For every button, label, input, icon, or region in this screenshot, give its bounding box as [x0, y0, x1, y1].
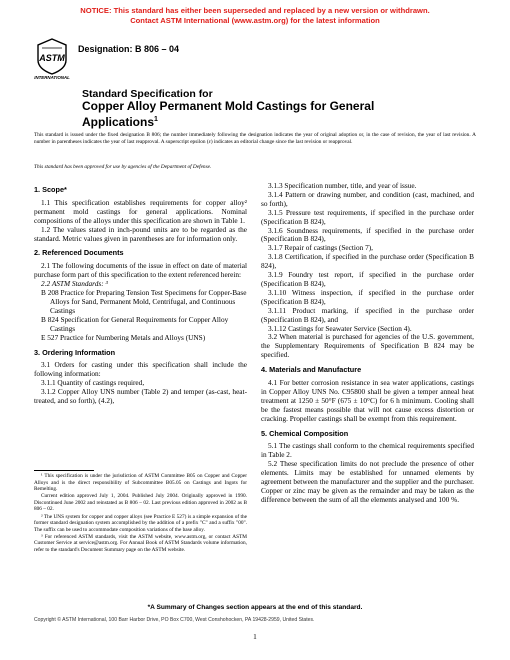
reference-e527: E 527 Practice for Numbering Metals and Alloys (UNS)	[41, 332, 206, 342]
title-line-2: Applications	[82, 115, 155, 129]
logo-text: ASTM	[39, 53, 65, 63]
astm-logo	[34, 36, 70, 80]
reference-b824: B 824 Specification for General Requirements for Copper Alloy Castings	[41, 314, 229, 333]
paragraph-3-1-4: 3.1.4 Pattern or drawing number, and condition (cast, machined, and so forth),	[261, 189, 474, 208]
paragraph-3-2: 3.2 When material is purchased for agencies of the U.S. government, the Supplementary Requirements of Specification B 824 may be specified.	[261, 332, 474, 360]
paragraph-2-1: 2.1 The following documents of the issue in effect on date of material purchase form part of this specification to the extent referenced herein:	[34, 261, 247, 280]
paragraph-3-1-11: 3.1.11 Product marking, if specified in the purchase order (Specification B 824), and	[261, 305, 474, 324]
reference-b208: B 208 Practice for Preparing Tension Test Specimens for Copper-Base Alloys for Sand, Permanent Mold, Centrifugal, and Continuous Castings	[41, 288, 247, 315]
summary-of-changes-note: *A Summary of Changes section appears at the end of this standard.	[147, 604, 363, 611]
logo-subtext: INTERNATIONAL	[34, 75, 70, 80]
paragraph-3-1-2: 3.1.2 Copper Alloy UNS number (Table 2) and temper (as-cast, heat-treated, and so forth), (4.2),	[34, 387, 247, 406]
paragraph-3-1-10: 3.1.10 Witness inspection, if specified in the purchase order (Specification B 824),	[261, 287, 474, 306]
withdrawal-notice	[0, 6, 510, 25]
paragraph-3-1: 3.1 Orders for casting under this specification shall include the following information:	[34, 360, 247, 379]
dod-note: This standard has been approved for use by agencies of the Department of Defense.	[34, 164, 212, 170]
left-column	[34, 182, 247, 406]
paragraph-1-2: 1.2 The values stated in inch-pound units are to be regarded as the standard. Metric values given in parentheses are for information only.	[34, 224, 247, 243]
right-column	[261, 182, 474, 505]
paragraph-2-2: 2.2 ASTM Standards: ³	[41, 279, 108, 289]
copyright-line: Copyright © ASTM International, 100 Barr Harbor Drive, PO Box C700, West Conshohocken, PA 19428-2959, United States.	[34, 617, 315, 623]
section-heading-scope: 1. Scope*	[34, 185, 67, 194]
page-number: 1	[253, 632, 257, 641]
title-lead: Standard Specification for	[82, 88, 213, 100]
document-title	[82, 88, 442, 129]
paragraph-3-1-9: 3.1.9 Foundry test report, if specified in the purchase order (Specification B 824),	[261, 270, 474, 288]
section-heading-chemical: 5. Chemical Composition	[261, 428, 349, 438]
footnote-1-continued: Current edition approved July 1, 2004. Published July 2004. Originally approved in 1990. Discontinued June 2002 and reinstated as B 806 – 02. Last previous edition approved in 2002 as B 806 – 02.	[34, 493, 247, 513]
section-heading-materials: 4. Materials and Manufacture	[261, 365, 362, 375]
section-heading-ordering: 3. Ordering Information	[34, 347, 116, 357]
paragraph-3-1-8: 3.1.8 Certification, if specified in the purchase order (Specification B 824),	[261, 252, 474, 271]
notice-line-1: NOTICE: This standard has either been superseded and replaced by a new version or withdrawn.	[80, 6, 430, 15]
paragraph-3-1-6: 3.1.6 Soundness requirements, if specified in the purchase order (Specification B 824),	[261, 225, 474, 244]
footnote-2: ² The UNS system for copper and copper alloys (see Practice E 527) is a simple expansion of the former standard designation system accomplished by the addition of a prefix "C" and a suffix "00". The suffix can be used to accommodate composition variations of the base alloy.	[34, 513, 247, 533]
paragraph-5-1: 5.1 The castings shall conform to the chemical requirements specified in Table 2.	[261, 441, 474, 460]
footnotes	[34, 473, 247, 554]
footnote-1: ¹ This specification is under the jurisdiction of ASTM Committee B05 on Copper and Copper Alloys and is the direct responsibility of Subcommittee B05.05 on Castings and Ingots for Remelting.	[34, 473, 247, 493]
paragraph-1-1: 1.1 This specification establishes requirements for copper alloy² permanent mold castings for general applications. Nominal compositions of the alloys under this specification are shown in Table 1.	[34, 197, 247, 225]
paragraph-4-1: 4.1 For better corrosion resistance in sea water applications, castings in Copper Alloy UNS No. C95800 shall be given a temper anneal heat treatment at 1250 ± 50°F (675 ± 10°C) for 6 h minimum. Cooling shall be the fastest means possible that will not cause excess distortion or cracking. Propeller castings shall be exempt from this requirement.	[261, 378, 474, 423]
footnote-divider	[34, 470, 94, 471]
paragraph-3-1-1: 3.1.1 Quantity of castings required,	[41, 378, 145, 388]
title-footnote-mark: 1	[154, 116, 158, 123]
notice-line-2: Contact ASTM International (www.astm.org) for the latest information	[130, 15, 380, 25]
paragraph-5-2: 5.2 These specification limits do not preclude the presence of other elements. Limits may be established for unnamed elements by agreement between the manufacturer and the supplier and the purchaser. Copper or zinc may be given as the remainder and may be taken as the difference between the sum of all the elements analysed and 100 %.	[261, 459, 474, 504]
paragraph-3-1-3: 3.1.3 Specification number, title, and year of issue.	[268, 181, 417, 190]
section-heading-references: 2. Referenced Documents	[34, 248, 124, 258]
footnote-3: ³ For referenced ASTM standards, visit the ASTM website, www.astm.org, or contact ASTM Customer Service at service@astm.org. For Annual Book of ASTM Standards volume information, refer to the standard's Document Summary page on the ASTM website.	[34, 533, 247, 554]
designation: Designation: B 806 – 04	[78, 44, 180, 54]
paragraph-3-1-12: 3.1.12 Castings for Seawater Service (Section 4).	[268, 323, 412, 333]
paragraph-3-1-5: 3.1.5 Pressure test requirements, if specified in the purchase order (Specification B 824),	[261, 207, 474, 226]
title-line-1: Copper Alloy Permanent Mold Castings for General	[82, 99, 375, 113]
issued-note: This standard is issued under the fixed designation B 806; the number immediately following the designation indicates the year of original adoption or, in the case of revision, the year of last revision. A number in parentheses indicates the year of last reapproval. A superscript epsilon (ε) indicates an editorial change since the last revision or reapproval.	[34, 132, 476, 145]
paragraph-3-1-7: 3.1.7 Repair of castings (Section 7),	[268, 243, 373, 253]
